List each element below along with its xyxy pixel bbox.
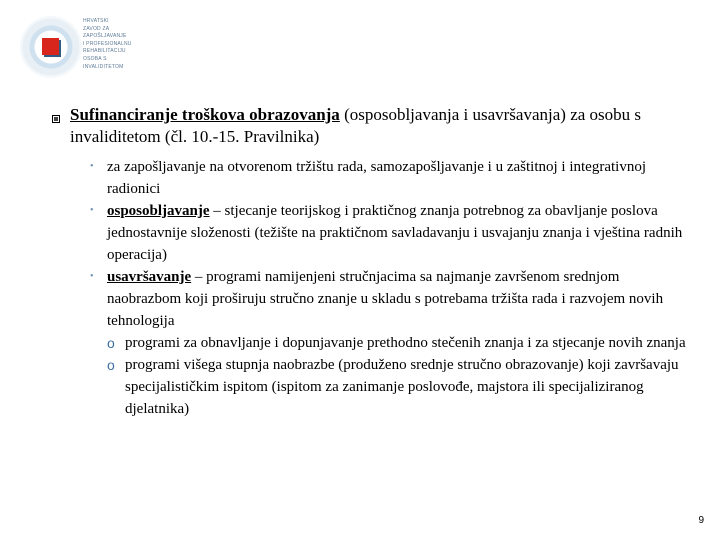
logo-text-line: ZAVOD ZA (83, 25, 110, 32)
circle-bullet-icon: o (107, 357, 115, 373)
main-title-underlined: Sufinanciranje troškova obrazovanja (70, 105, 340, 124)
sub-item-term: osposobljavanje (107, 203, 210, 219)
sub-list (70, 156, 694, 420)
subsub-item (107, 332, 694, 354)
sub-item-osposobljavanje (70, 200, 694, 266)
logo-text-line: INVALIDITETOM (83, 63, 124, 70)
dot-bullet-icon: • (90, 271, 94, 282)
subsub-item-text: programi za obnavljanje i dopunjavanje prethodno stečenih znanja i za stjecanje novih znanja (125, 335, 686, 351)
dot-bullet-icon: • (90, 161, 94, 172)
sub-item-usavrsavanje (70, 266, 694, 420)
page-number: 9 (698, 515, 704, 526)
logo-text-line: REHABILITACIJU (83, 48, 126, 55)
logo-text-line: I PROFESIONALNU (83, 40, 132, 47)
dot-bullet-icon: • (90, 205, 94, 216)
slide-content (58, 104, 694, 420)
square-bullet-icon (52, 115, 60, 123)
sub-item-text: – programi namijenjeni stručnjacima sa najmanje završenom srednjom naobrazbom koji proširuju stručno znanje u skladu s potrebama tržišta rada i razvojem novih tehnologija (107, 269, 664, 329)
sub-item-text: – stjecanje teorijskog i praktičnog znanja potrebnog za obavljanje poslova jednostavnije složenosti (težište na praktičnom savladavanju i usvajanju znanja i vještina radnih operacija) (107, 203, 683, 263)
logo-text (83, 18, 145, 71)
logo-text-line: ZAPOŠLJAVANJE (83, 33, 127, 40)
sub-item-term: usavršavanje (107, 269, 192, 285)
logo-square-icon (42, 38, 59, 55)
main-bullet-item (58, 104, 694, 420)
subsub-list (107, 332, 694, 420)
sub-item-text: za zapošljavanje na otvorenom tržištu rada, samozapošljavanje i u zaštitnoj i integrativnoj radionici (107, 159, 646, 197)
institution-logo (20, 12, 148, 84)
subsub-item-text: programi višega stupnja naobrazbe (produženo srednje stručno obrazovanje) koji završavaju specijalističkim ispitom (ispitom za zanimanje poslovođe, majstora ili specijaliziranog djelatnika) (125, 357, 679, 417)
circle-bullet-icon: o (107, 335, 115, 351)
logo-text-line: OSOBA S (83, 55, 107, 62)
sub-item-employment (70, 156, 694, 200)
logo-text-line: HRVATSKI (83, 18, 109, 24)
subsub-item (107, 354, 694, 420)
main-title-rest: (osposobljavanja i usavršavanja) za osobu s invaliditetom (čl. 10.-15. Pravilnika) (70, 105, 642, 146)
